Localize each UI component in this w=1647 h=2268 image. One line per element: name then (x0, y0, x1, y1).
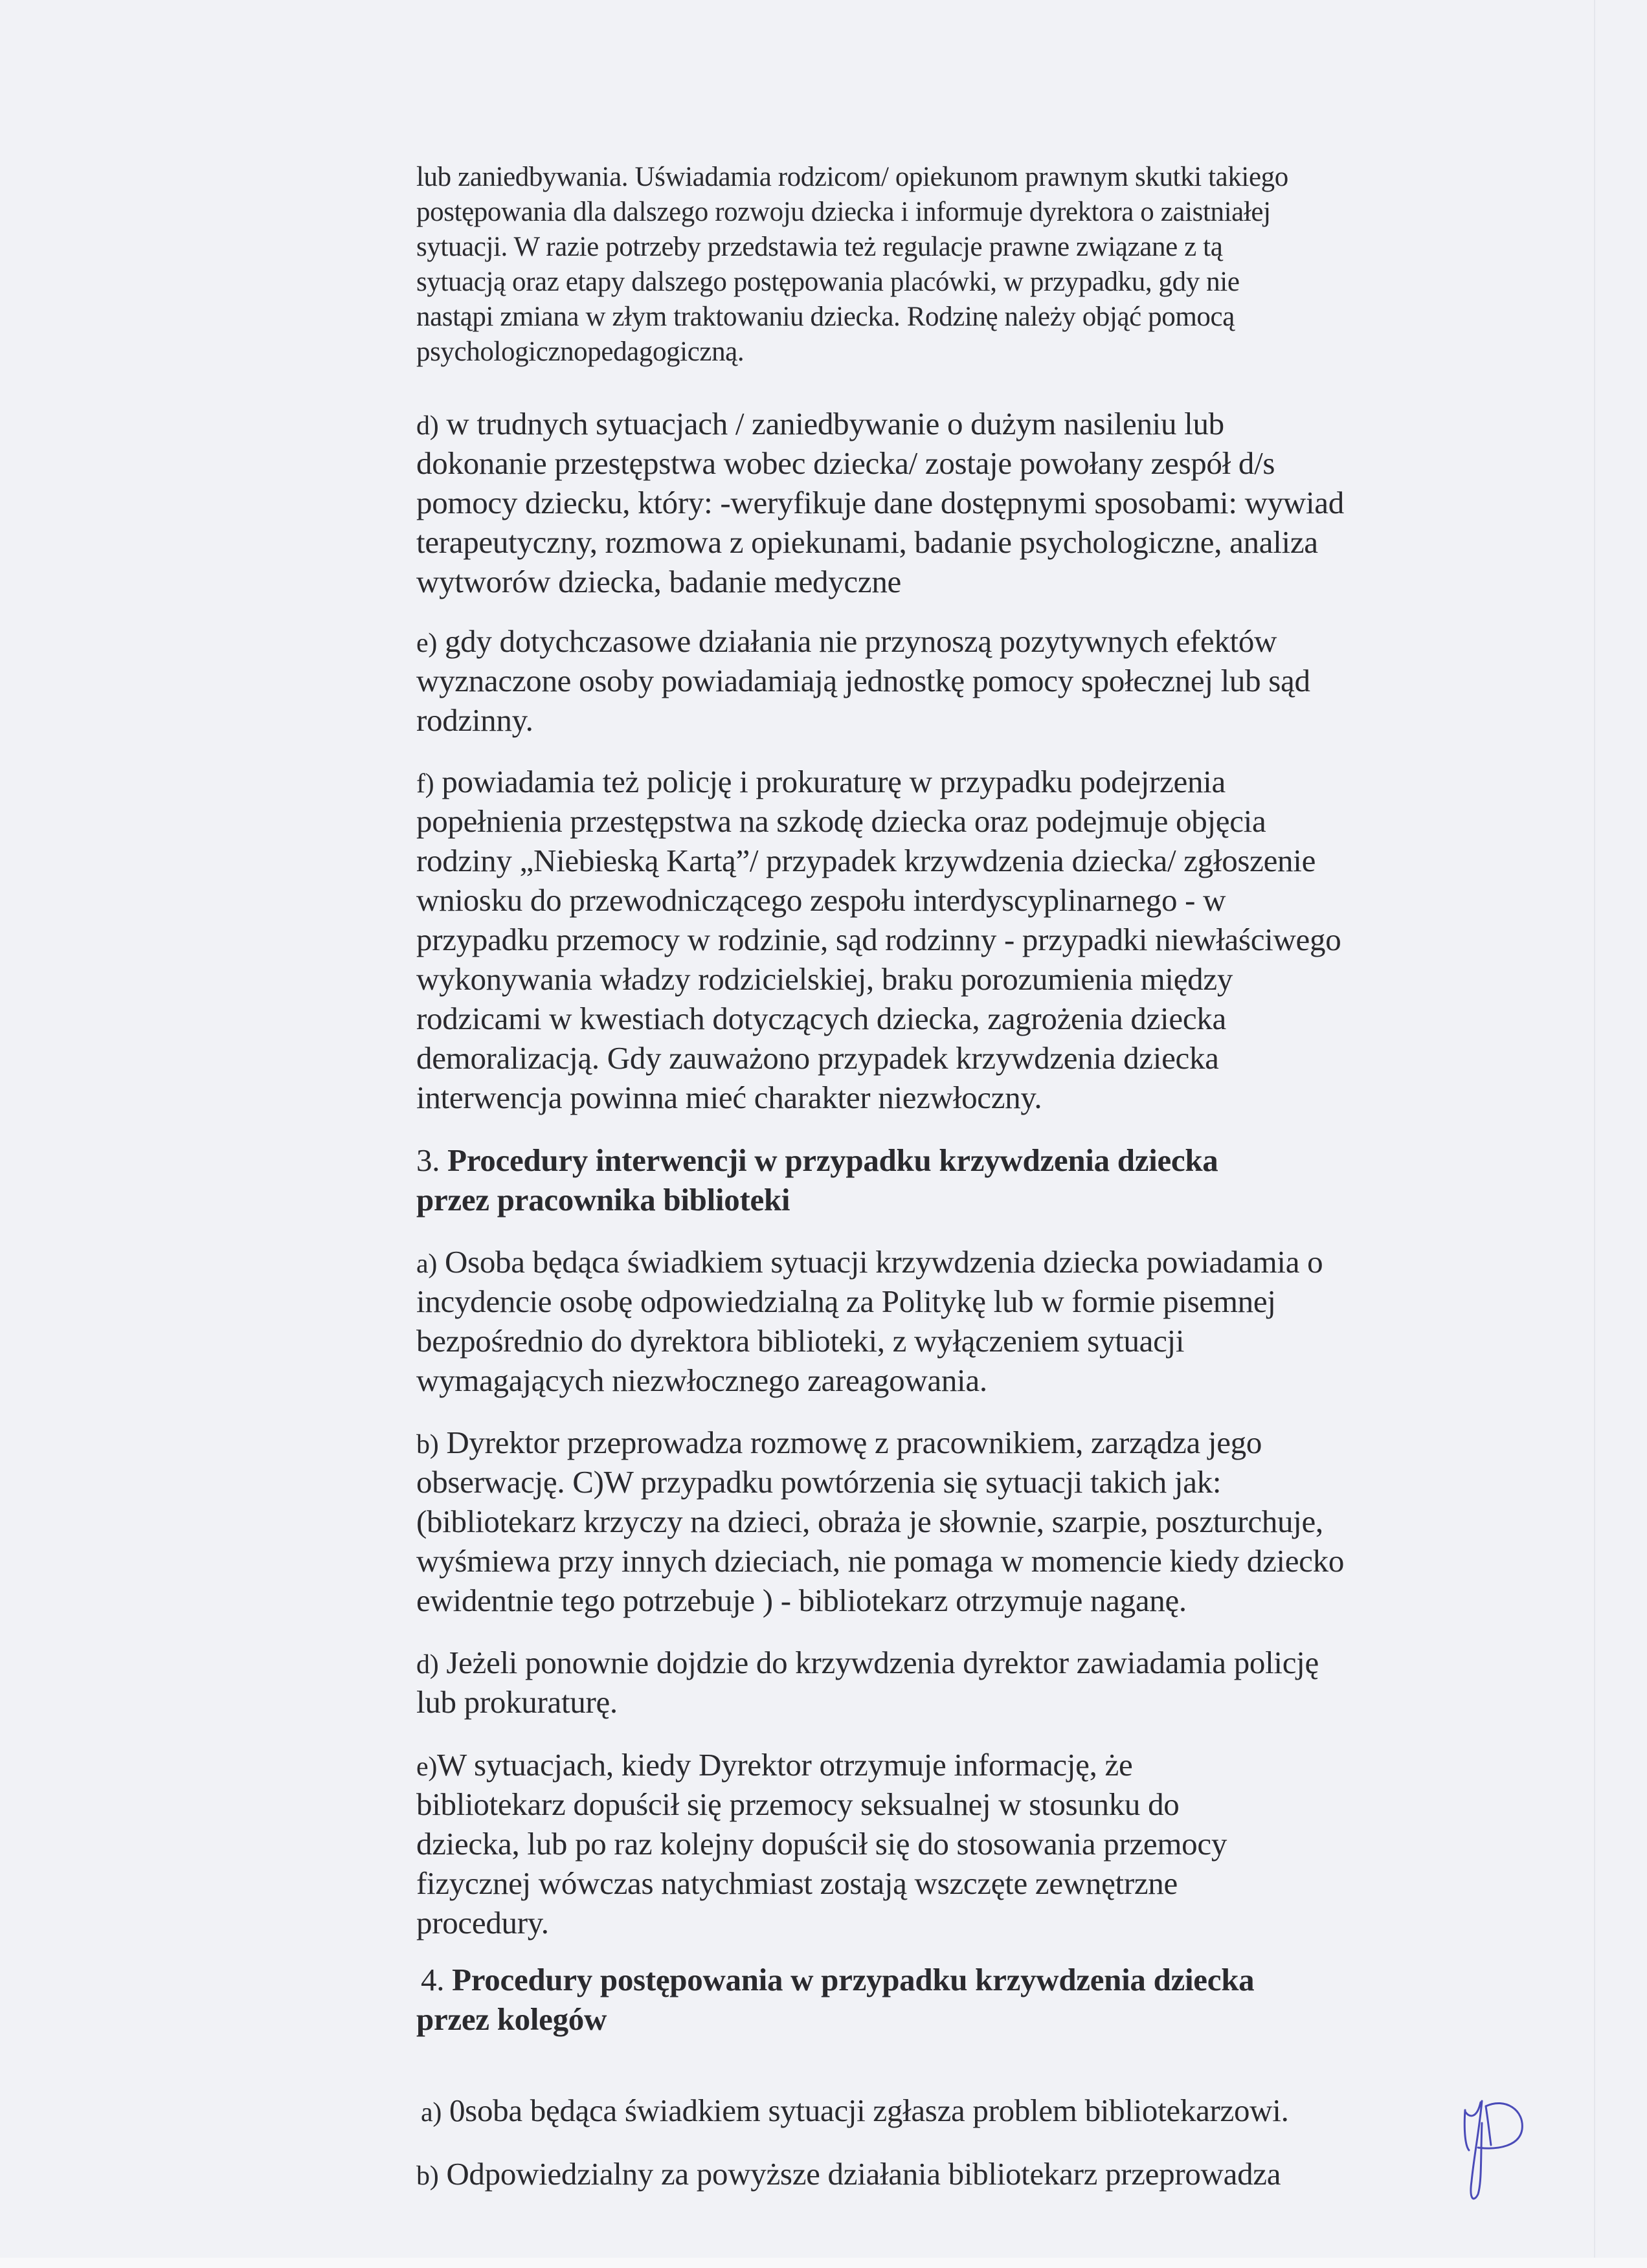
text-line: lub zaniedbywania. Uświadamia rodzicom/ opiekunom prawnym skutki takiego (416, 162, 1288, 192)
list-marker: a) (421, 2098, 442, 2128)
text-line: wniosku do przewodniczącego zespołu interdyscyplinarnego - w (416, 882, 1226, 918)
text-line: wytworów dziecka, badanie medyczne (416, 564, 901, 599)
text-line: wykonywania władzy rodzicielskiej, braku porozumienia między (416, 961, 1233, 997)
text-line: przypadku przemocy w rodzinie, sąd rodzinny - przypadki niewłaściwego (416, 922, 1341, 957)
text-line: postępowania dla dalszego rozwoju dziecka i informuje dyrektora o zaistniałej (416, 197, 1271, 227)
text-line: lub prokuraturę. (416, 1684, 618, 1720)
text-line: dokonanie przestępstwa wobec dziecka/ zostaje powołany zespół d/s (416, 445, 1275, 481)
handwritten-initials-signature (1460, 2097, 1531, 2207)
text-line: incydencie osobę odpowiedzialną za Politykę lub w formie pisemnej (416, 1284, 1276, 1319)
text-line: sytuacją oraz etapy dalszego postępowania placówki, w przypadku, gdy nie (416, 267, 1240, 297)
text-line: rodzinny. (416, 702, 533, 738)
text-line: bibliotekarz dopuścił się przemocy seksualnej w stosunku do (416, 1786, 1180, 1822)
section-number: 3. (416, 1142, 440, 1178)
scan-page-edge (1594, 0, 1595, 2259)
text-line: wymagających niezwłocznego zareagowania. (416, 1362, 987, 1398)
section-title: Procedury interwencji w przypadku krzywdzenia dziecka (447, 1142, 1218, 1178)
text-line: Jeżeli ponownie dojdzie do krzywdzenia dyrektor zawiadamia policję (446, 1645, 1319, 1680)
section-title: Procedury postępowania w przypadku krzywdzenia dziecka (452, 1962, 1255, 1997)
text-line: w trudnych sytuacjach / zaniedbywanie o dużym nasileniu lub (446, 406, 1224, 441)
text-line: popełnienia przestępstwa na szkodę dziecka oraz podejmuje objęcia (416, 803, 1266, 839)
text-line: wyśmiewa przy innych dzieciach, nie pomaga w momencie kiedy dziecko (416, 1543, 1345, 1579)
text-line: pomocy dziecku, który: -weryfikuje dane dostępnymi sposobami: wywiad (416, 485, 1344, 520)
section-title: przez kolegów (416, 2001, 607, 2037)
text-line: rodziny „Niebieską Kartą”/ przypadek krzywdzenia dziecka/ zgłoszenie (416, 843, 1316, 878)
text-line: Osoba będąca świadkiem sytuacji krzywdzenia dziecka powiadamia o (444, 1244, 1323, 1280)
list-marker: a) (416, 1249, 438, 1279)
list-marker: d) (416, 411, 439, 441)
text-line: terapeutyczny, rozmowa z opiekunami, badanie psychologiczne, analiza (416, 524, 1318, 560)
text-line: interwencja powinna mieć charakter niezwłoczny. (416, 1080, 1042, 1115)
list-marker: e) (416, 1752, 438, 1782)
text-line: wyznaczone osoby powiadamiają jednostkę pomocy społecznej lub sąd (416, 663, 1310, 698)
text-line: Odpowiedzialny za powyższe działania bibliotekarz przeprowadza (446, 2156, 1281, 2192)
text-line: (bibliotekarz krzyczy na dzieci, obraża je słownie, szarpie, poszturchuje, (416, 1504, 1323, 1539)
text-line: dziecka, lub po raz kolejny dopuścił się do stosowania przemocy (416, 1826, 1227, 1862)
text-line: psychologicznopedagogiczną. (416, 337, 745, 367)
section-title: przez pracownika biblioteki (416, 1182, 790, 1217)
text-line: W sytuacjach, kiedy Dyrektor otrzymuje informację, że (437, 1747, 1133, 1783)
text-line: nastąpi zmiana w złym traktowaniu dziecka. Rodzinę należy objąć pomocą (416, 302, 1235, 332)
list-marker: b) (416, 2161, 439, 2191)
text-line: obserwację. C)W przypadku powtórzenia się sytuacji takich jak: (416, 1464, 1222, 1500)
text-line: bezpośrednio do dyrektora biblioteki, z wyłączeniem sytuacji (416, 1323, 1185, 1359)
text-line: demoralizacją. Gdy zauważono przypadek krzywdzenia dziecka (416, 1040, 1219, 1076)
section-number: 4. (421, 1962, 445, 1997)
text-line: powiadamia też policję i prokuraturę w przypadku podejrzenia (442, 764, 1226, 799)
text-line: 0soba będąca świadkiem sytuacji zgłasza problem bibliotekarzowi. (449, 2093, 1289, 2128)
text-line: fizycznej wówczas natychmiast zostają wszczęte zewnętrzne (416, 1865, 1178, 1901)
text-line: rodzicami w kwestiach dotyczących dziecka, zagrożenia dziecka (416, 1001, 1226, 1036)
list-marker: f) (416, 769, 434, 799)
text-line: ewidentnie tego potrzebuje ) - bibliotekarz otrzymuje naganę. (416, 1583, 1187, 1618)
text-line: gdy dotychczasowe działania nie przynoszą pozytywnych efektów (444, 623, 1277, 659)
text-line: procedury. (416, 1905, 549, 1940)
text-line: sytuacji. W razie potrzeby przedstawia też regulacje prawne związane z tą (416, 232, 1223, 262)
scan-bottom-strip (0, 2258, 1647, 2268)
list-marker: e) (416, 628, 438, 658)
text-line: Dyrektor przeprowadza rozmowę z pracownikiem, zarządza jego (446, 1425, 1262, 1460)
list-marker: d) (416, 1650, 439, 1680)
list-marker: b) (416, 1430, 439, 1460)
